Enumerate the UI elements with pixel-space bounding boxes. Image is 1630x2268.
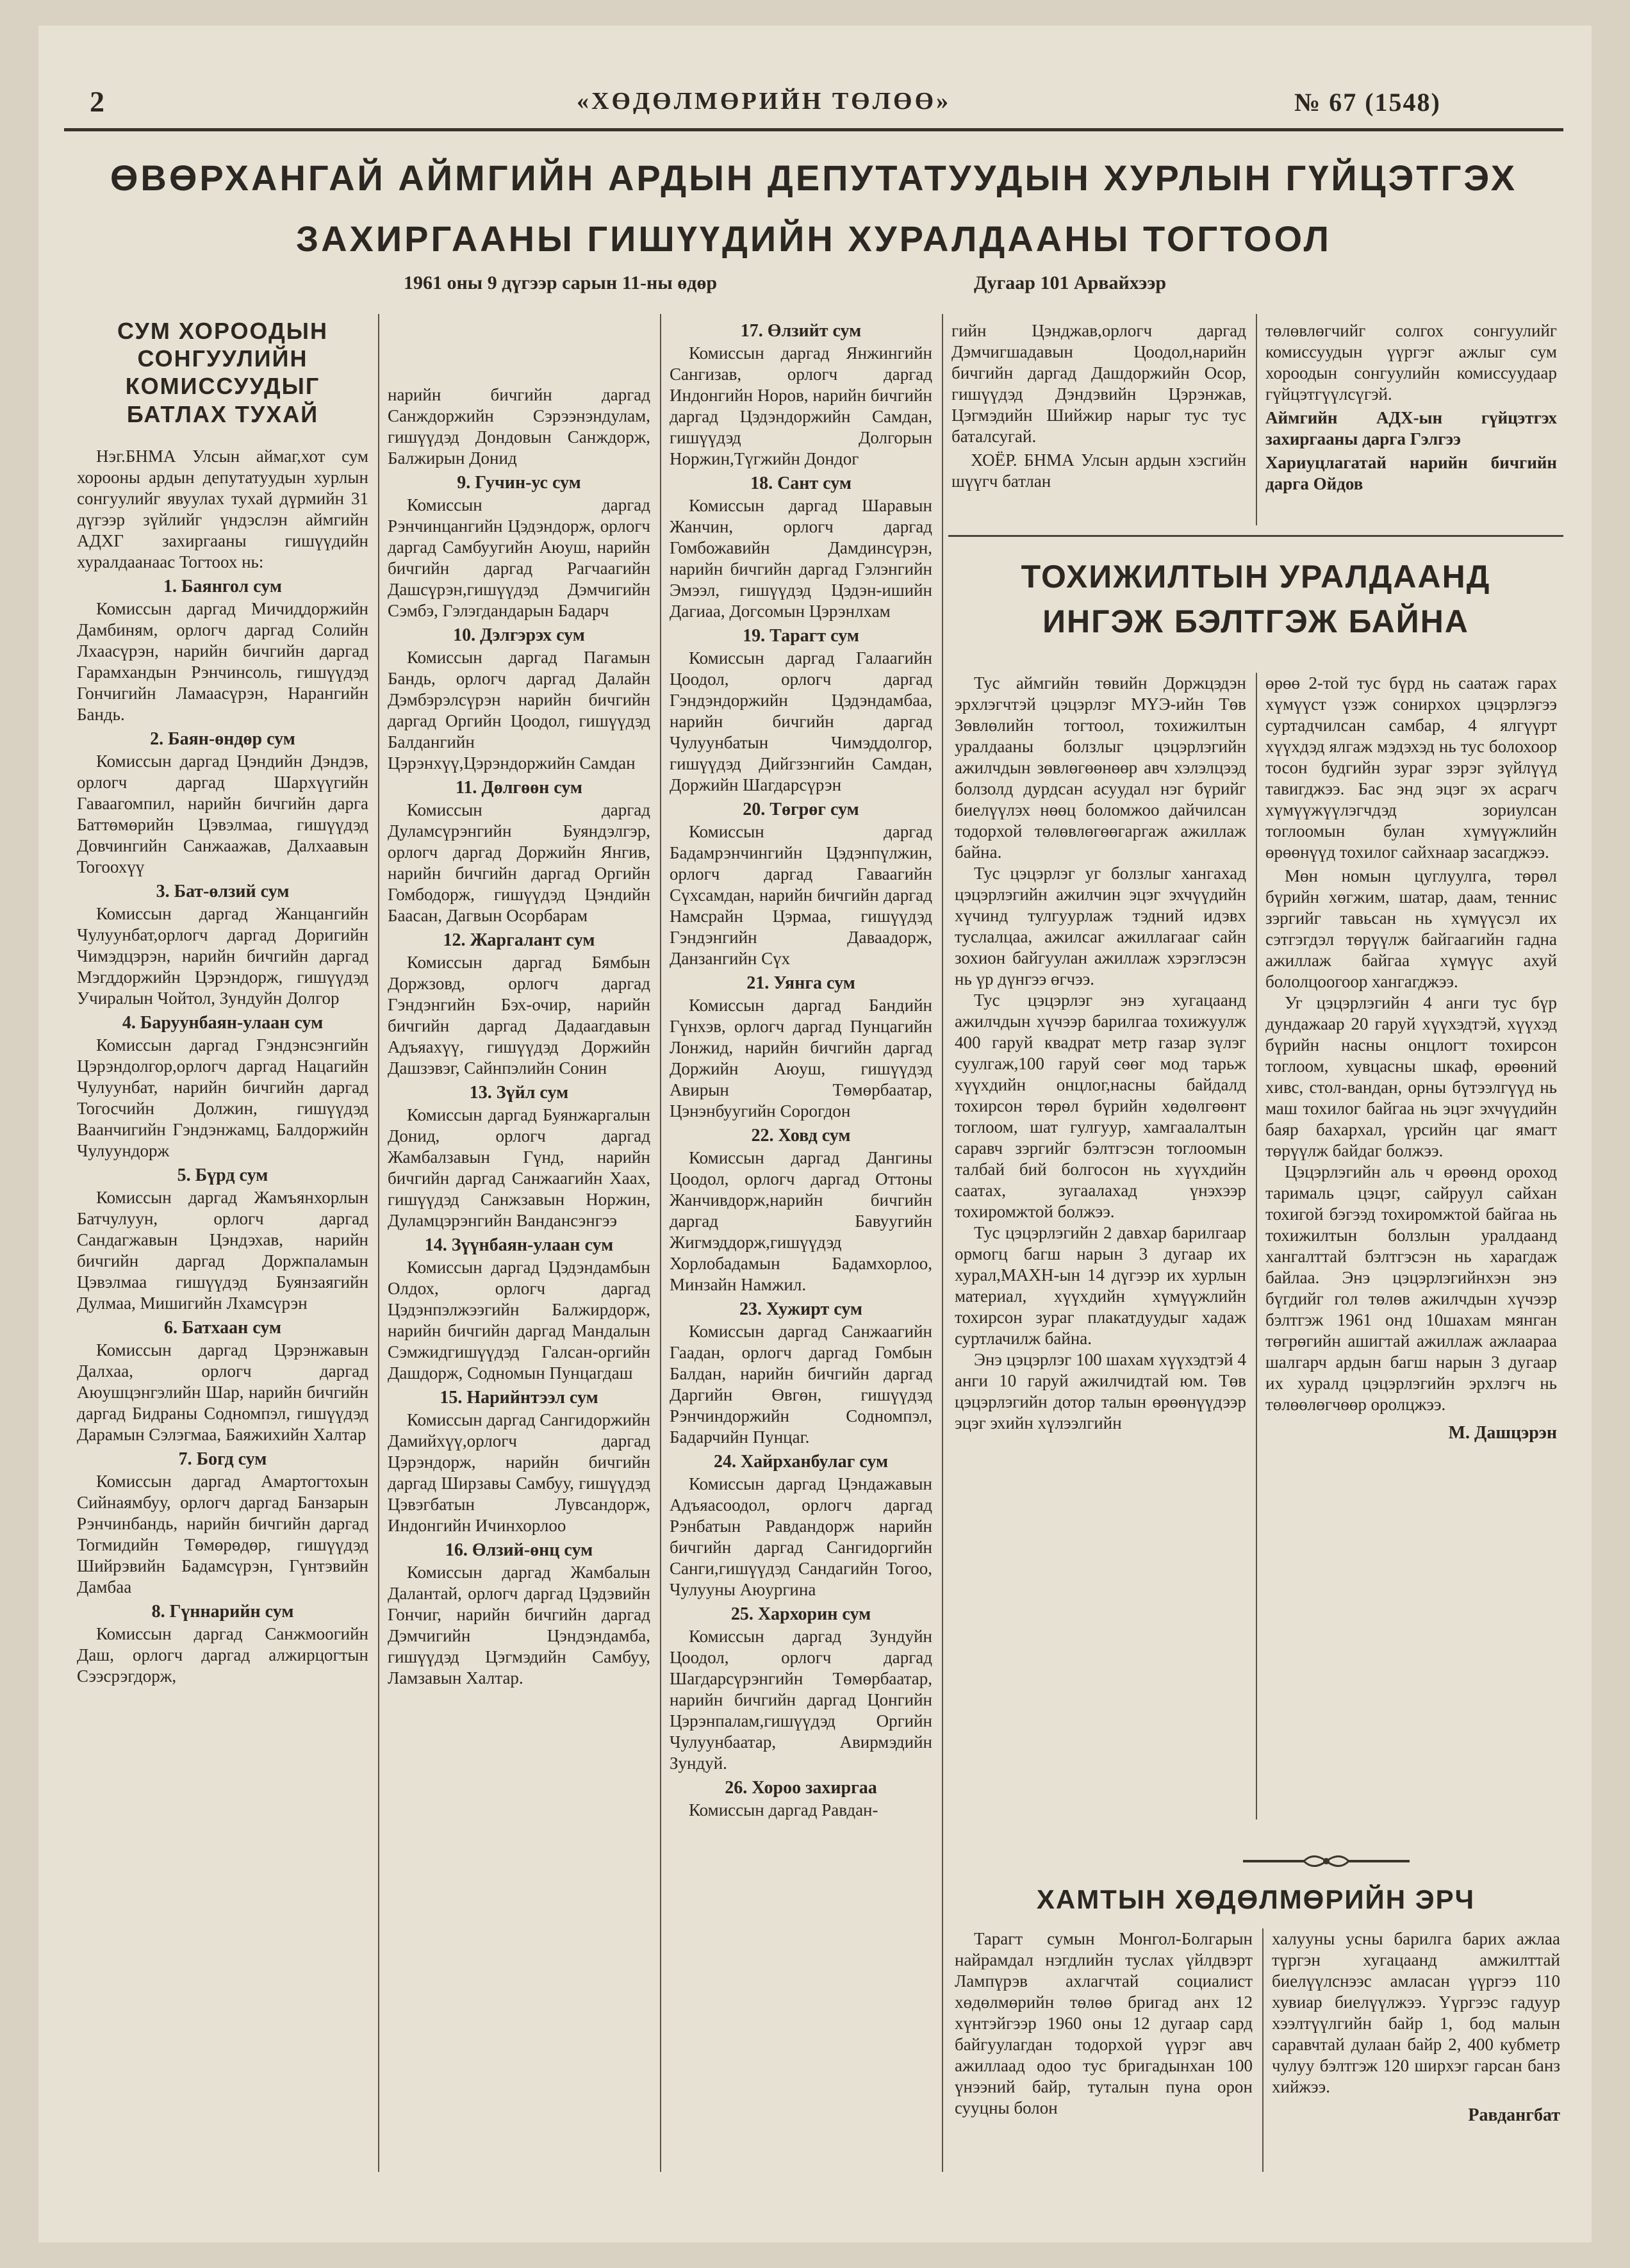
sum-block: [388, 1235, 650, 1384]
column-divider: [1262, 1928, 1264, 2172]
commission-column-4: [951, 320, 1246, 525]
sum-block: [77, 1013, 368, 1162]
sum-text: Комиссын даргад Дуламсүрэнгийн Буяндэлгэр, орлогч даргад Доржийн Янгив, нарийн бичгийн даргад Оргийн Гомбодорж, гишүүдэд Цэндийн Баасан, Дагвын Осорбарам: [388, 800, 650, 925]
resolution-number: Дугаар 101 Арвайхээр: [974, 272, 1166, 293]
sum-text: Комиссын даргад Буянжаргалын Донид, орлогч даргад Жамбалзавын Гүнд, нарийн бичгийн даргад Санжаагийн Хаах, гишүүдэд Санжзавын Норжин, Дуламцэрэнгийн Вандансэнгээ: [388, 1105, 650, 1230]
commission-closing: төлөвлөгчийг солгох сонгуулийг комиссуудын үүргэг ажлыг сум хороодын сонгуулийн комиссуудаар гүйцэтгүүлсүгэй.: [1265, 321, 1557, 404]
sum-title: 12. Жаргалант сум: [443, 930, 595, 950]
commission-column-1: [77, 317, 368, 2214]
sum-block: [77, 577, 368, 725]
sum-text: Комиссын даргад Пагамын Бандь, орлогч даргад Далайн Дэмбэрэлсүрэн нарийн бичгийн даргад Оргийн Цоодол, гишүүдэд Балдангийн Цэрэнхүү,Цэрэндоржийн Самдан: [388, 648, 650, 773]
sum-title: 26. Хороо захиргаа: [725, 1778, 877, 1798]
sum-title: 11. Дөлгөөн сум: [455, 778, 583, 798]
sum-text: Комиссын даргад Мичиддоржийн Дамбиням, орлогч даргад Солийн Лхаасүрэн, нарийн бичгийн даргад Гарамхандын Рэнчинсоль, гишүүдэд Гончигийн Ламаасүрэн, Нарангийн Бандь.: [77, 598, 368, 724]
sum-block: [670, 626, 932, 796]
sum-title: 21. Уянга сум: [746, 973, 855, 993]
sum-block: [670, 1778, 932, 1821]
sum-text: Комиссын даргад Зундуйн Цоодол, орлогч даргад Шагдарсүрэнгийн Төмөрбаатар, нарийн бичгийн даргад Цонгийн Цэрэнпалам,гишүүдэд Оргийн Чулуунбаатар, Авирмэдийн Зундуй.: [670, 1627, 932, 1773]
sum-title: 4. Баруунбаян-улаан сум: [122, 1012, 324, 1033]
column-divider: [942, 314, 943, 2172]
sum-text: Комиссын даргад Бямбын Доржзовд, орлогч даргад Гэндэнгийн Бэх-очир, нарийн бичгийн даргад Дадаагдавын Адъяахүү, гишүүдэд Доржийн Дашзэвэг, Сайнпэлийн Сонин: [388, 953, 650, 1078]
contest-author: М. Дашцэрэн: [1448, 1423, 1557, 1443]
contest-paragraph: Мөн номын цуглуулга, төрөл бүрийн хөгжим, шатар, даам, теннис зэргийг тавьсан нь хүмүүсэл их сэтгэгдэл төрүүлж байгаагийн гадна ажиллаж байгаа хүмүүс ахуй бололцоогоор хангагджээ.: [1265, 866, 1557, 991]
sum-text: Комиссын даргад Шаравын Жанчин, орлогч даргад Гомбожавийн Дамдинсүрэн, нарийн бичгийн даргад Гэлэнгийн Эмээл, гишүүдэд Цэдэн-ишийн Дагиаа, Догсомын Цэрэнлхам: [670, 496, 932, 621]
commission-column-2: [388, 384, 650, 2217]
brigade-paragraph: халууны усны барилга барих ажлаа түргэн хугацаанд амжилттай биелүүлснээс амласан үүргээ 110 хувиар биелүүлжээ. Үүргээс гадуур хээлтүүлгийн байр 1, бод малын саравчтай дулаан байр 2, 400 кубметр чулуу бэлтгэж 120 ширхэг гарсан банз хийжээ.: [1272, 1929, 1560, 2096]
column-divider: [1256, 314, 1257, 525]
commission-heading: СУМ ХОРООДЫН СОНГУУЛИЙН КОМИССУУДЫГ БАТЛАХ ТУХАЙ: [117, 318, 328, 427]
sum-block: [77, 729, 368, 878]
resolution-title-line2: ЗАХИРГААНЫ ГИШҮҮДИЙН ХУРАЛДААНЫ ТОГТООЛ: [296, 218, 1331, 259]
brigade-paragraph: Тарагт сумын Монгол-Болгарын найрамдал нэгдлийн туслах үйлдвэрт Лампүрэв ахлагчтай социалист хөдөлмөрийн төлөө бригад анх 12 хүнтэйгээр 1960 оны 12 дугаар сард байгуулагдан тодорхой үүрэг авч ажиллаад одоо тус бригадынхан 100 үнээний байр, туталын пуна орон сууцны болон: [955, 1929, 1253, 2117]
sum-title: 14. Зүүнбаян-улаан сум: [424, 1235, 614, 1255]
brigade-author: Равдангбат: [1468, 2105, 1560, 2125]
contest-paragraph: Цэцэрлэгийн аль ч өрөөнд ороход тарималь цэцэг, сайруул сайхан тохигой бэгээд тохиромжтой байгаа нь тохижилтын болзлын уралдаанд хангалттай бэлтгэсэн нь харагдаж байлаа. Энэ цэцэрлэгийнхэн энэ бүгдийг гол төлөв ажилчдын хүчээр бэлтгэж 1961 онд 10шахам мянган төгрөгийн ашигтай ажиллаж ажлаараа шалгарч ардын багш нарын 3 дугаар их хуралд цэцэрлэгийн эрхлэгч нь төлөөлөгчөөр оролцжээ.: [1265, 1162, 1557, 1414]
sum-text: Комиссын даргад Сангидоржийн Дамийхүү,орлогч даргад Цэрэндорж, нарийн бичгийн даргад Ширзавы Самбуу, гишүүдэд Цэвэгбатын Лувсандорж, Индонгийн Ичинхорлоо: [388, 1410, 650, 1535]
sum-block: [77, 882, 368, 1009]
sum-text: Комиссын даргад Янжингийн Сангизав, орлогч даргад Индонгийн Норов, нарийн бичгийн даргад Цэдэндоржийн Самдан, гишүүдэд Долгорын Норжин,Түгжийн Дондог: [670, 343, 932, 468]
commission-column-3: [670, 317, 932, 2214]
column-divider: [378, 314, 379, 2172]
sum-title: 16. Өлзий-өнц сум: [445, 1540, 593, 1560]
sum-block: [388, 473, 650, 621]
newspaper-name: «ХӨДӨЛМӨРИЙН ТӨЛӨӨ»: [577, 88, 951, 115]
sum-text: Комиссын даргад Цэрэнжавын Далхаа, орлогч даргад Аюушцэнгэлийн Шар, нарийн бичгийн даргад Бидраны Содномпэл, гишүүдэд Дарамын Сэлэгмаа, Баяжихийн Халтар: [77, 1340, 368, 1444]
sum-text: Комиссын даргад Гэндэнсэнгийн Цэрэндолгор,орлогч даргад Нацагийн Чулуунбат, нарийн бичгийн даргад Тогосчийн Должин, гишүүдэд Ваанчигийн Гэндэнжамц, Балдоржийн Чулуундорж: [77, 1035, 368, 1160]
contest-column-left: [955, 673, 1246, 1826]
sum-block: [77, 1449, 368, 1598]
contest-paragraph: өрөө 2-той тус бүрд нь саатаж гарах хүмүүст үзэж сонирхох цэцэрлэгээ суртадчилсан самбар, 4 ялгүүрт хүүхдэд ялгаж мэдэхэд нь тус болохоор тосон будгийн зураг зэрэг зүйлүүд тавигджээ. Бас энд эцэг эх асрагч хүмүүжүүлэгчдэд зориулсан тоглоомын булан хүмүүжлийн өрөөнүүд тохилог сайхнаар засагджээ.: [1265, 673, 1557, 862]
sum-block: [670, 973, 932, 1122]
resolution-date: 1961 оны 9 дүгээр сарын 11-ны өдөр: [404, 272, 718, 293]
contest-paragraph: Энэ цэцэрлэг 100 шахам хүүхэдтэй 4 анги 10 гаруй ажилчидтай юм. Төв цэцэрлэгийн дотор талын өрөөнүүдээр эцэг эхийн хүлээлгийн: [955, 1350, 1246, 1433]
sum-title: 5. Бүрд сум: [177, 1165, 268, 1185]
sum-text: Комиссын даргад Амартогтохын Сийнаямбуу, орлогч даргад Банзарын Рэнчинбандь, нарийн бичгийн даргад Тогмидийн Төмөрөдөр, гишүүдэд Шийрэвийн Бадамсүрэн, Гүнтэвийн Дамбаа: [77, 1471, 368, 1597]
contest-paragraph: Тус цэцэрлэг энэ хугацаанд ажилчдын хүчээр барилгаа тохижуулж 400 гаруй квадрат метр газар зүлэг суулгаж,100 гаруй сөөг мод тарьж хүүхдийн онцлог,насны байдалд тохирсон төрөл бүрийн хөдөлгөөнт тоглоом, шат гулгуур, хамгаалалтын саравч зэргийг бэлтгэсэн тоглоомын талбай бий болгосон нь хүүхдийн саатах, зугаалахад үнэхээр тохиромжтой болжээ.: [955, 990, 1246, 1221]
sum-block: [670, 1604, 932, 1774]
resolution-title-line1: ӨВӨРХАНГАЙ АЙМГИЙН АРДЫН ДЕПУТАТУУДЫН ХУРЛЫН ГҮЙЦЭТГЭХ: [110, 158, 1518, 198]
sum-block: [388, 1540, 650, 1689]
commission-column-5: [1265, 320, 1557, 532]
page-number: 2: [90, 85, 106, 118]
sum-text: Комиссын даргад Санжаагийн Гаадан, орлогч даргад Гомбын Балдан, нарийн бичгийн даргад Даргийн Өвгөн, гишүүдэд Рэнчиндоржийн Содномпэл, Бадарчийн Пунцаг.: [670, 1322, 932, 1447]
column-divider: [1256, 673, 1257, 1820]
sum-block: [388, 625, 650, 774]
contest-paragraph: Уг цэцэрлэгийн 4 анги тус бүр дундажаар 20 гаруй хүүхэдтэй, хүүхэд бүрийн насны онцлогт тохирсон тоглоом, хувцасны шкаф, өрөөний хивс, стол-вандан, орны бүтээлгүүд нь маш тохилог байгаа нь эцэг эхчүүдийн баяр бахархал, үрсийн цаг ямагт төрүүлж байдаг болжээ.: [1265, 993, 1557, 1160]
sum-block: [388, 1388, 650, 1536]
brigade-column-left: [955, 1928, 1253, 2198]
sum-title: 10. Дэлгэрэх сум: [453, 625, 585, 645]
sum-text: Комиссын даргад Бадамрэнчингийн Цэдэнпүлжин, орлогч даргад Гаваагийн Сүхсамдан, нарийн бичгийн даргад Намсрайн Цэрмаа, гишүүдэд Гэндэнгийн Даваадорж, Данзангийн Сүх: [670, 822, 932, 968]
sum-title: 8. Гүннарийн сум: [151, 1601, 294, 1622]
sum-block: [388, 778, 650, 926]
commission-intro: Нэг.БНМА Улсын аймаг,хот сум хорооны ардын депутатуудын хурлын сонгуулийг явуулах тухай дүрмийн 31 дүгээр зүйлийг үндэслэн аймгийн АДХГ захиргааны гишүүдийн хуралдаанаас Тогтоох нь:: [77, 446, 368, 571]
sum-block: [388, 1083, 650, 1231]
sum-title: 23. Хужирт сум: [739, 1299, 862, 1319]
sum-title: 25. Хархорин сум: [730, 1604, 871, 1624]
commission-continuation: гийн Цэнджав,орлогч даргад Дэмчигшадавын Цоодол,нарийн бичгийн даргад Дашдоржийн Осор, гишүүдэд Дэндэвийн Цэрэнжав, Цэгмэдийн Шийжир нарыг тус тус баталсугай.: [951, 321, 1246, 446]
newspaper-page: [38, 26, 1592, 2242]
sum-text: Комиссын даргад Цэндийн Дэндэв, орлогч даргад Шархүүгийн Гаваагомпил, нарийн бичгийн дарга Баттөмөрийн Цэвэлмаа, гишүүдэд Довчингийн Санжаажав, Далхаавын Тогоохүү: [77, 751, 368, 876]
column-divider: [660, 314, 661, 2172]
sum-title: 6. Батхаан сум: [163, 1317, 282, 1338]
sum-title: 15. Нарийнтээл сум: [440, 1388, 598, 1408]
sum-title: 18. Сант сум: [750, 473, 852, 493]
sum-title: 7. Богд сум: [178, 1449, 267, 1469]
issue-number: № 67 (1548): [1294, 88, 1441, 117]
commission-signatory-chairman: Аймгийн АДХ-ын гүйцэтгэх захиргааны дарга Гэлгээ: [1265, 408, 1557, 448]
sum-block: [670, 800, 932, 969]
commission-item-two: ХОЁР. БНМА Улсын ардын хэсгийн шүүгч батлан: [951, 450, 1246, 491]
sum-text: Комиссын даргад Жанцангийн Чулуунбат,орлогч даргад Доригийн Чимэдцэрэн, нарийн бичгийн даргад Мэгддоржийн Цэрэндорж, гишүүдэд Учиралын Чойтол, Зундуйн Долгор: [77, 903, 368, 1008]
sum-title: 17. Өлзийт сум: [740, 321, 862, 341]
sum-title: 2. Баян-өндөр сум: [150, 728, 295, 749]
sum-title: 19. Тарагт сум: [743, 626, 859, 646]
sum-block: [670, 321, 932, 470]
sum-text: Комиссын даргад Равдан-: [689, 1800, 878, 1820]
brigade-heading: ХАМТЫН ХӨДӨЛМӨРИЙН ЭРЧ: [1036, 1884, 1476, 1914]
sum-block: [388, 930, 650, 1079]
sum-text: нарийн бичгийн даргад Санждоржийн Сэрээнэндулам, гишүүдэд Дондовын Санждорж, Балжирын Донид: [388, 385, 650, 468]
brigade-column-right: [1272, 1928, 1560, 2210]
contest-heading-line1: ТОХИЖИЛТЫН УРАЛДААНД: [1021, 559, 1491, 595]
contest-column-right: [1265, 673, 1557, 1845]
sum-title: 22. Ховд сум: [751, 1126, 851, 1146]
sum-block: [77, 1602, 368, 1687]
sum-title: 20. Төгрөг сум: [743, 800, 859, 819]
sum-text: Комиссын даргад Жамъянхорлын Батчулуун, орлогч даргад Сандагжавын Цэндэхав, нарийн бичгийн даргад Доржпаламын Цэвэлмаа гишүүдэд Буянзаягийн Дулмаа, Мишигийн Лхамсүрэн: [77, 1187, 368, 1313]
masthead-rule: [64, 128, 1563, 131]
contest-paragraph: Тус цэцэрлэгийн 2 давхар барилгаар ормогц багш нарын 3 дугаар их хурал,МАХН-ын 14 дүгээр их хурлын материал, хүүхдийн хүмүүжлийн тохирсон зураг плакатдуудыг хадаж суртлачилж байна.: [955, 1223, 1246, 1348]
sum-block: [670, 1126, 932, 1295]
sum-text: Комиссын даргад Бандийн Гүнхэв, орлогч даргад Пунцагийн Лонжид, нарийн бичгийн даргад Доржийн Аюуш, гишүүдэд Авирын Төмөрбаатар, Цэнэнбуугийн Сорогдон: [670, 996, 932, 1121]
sum-block: [670, 1299, 932, 1448]
contest-paragraph: Тус цэцэрлэг уг болзлыг хангахад цэцэрлэгийн ажилчин эцэг эхчүүдийн хүчинд тулгуурлаж тэдний идэвх туслалцаа, ажилсаг ажиллагааг сайн зохион байгуулан ажиллаж хэрэглэсэн нь үр дүнгээ өгчээ.: [955, 864, 1246, 989]
ornament-divider-icon: [1243, 1848, 1410, 1874]
sum-block: [670, 1452, 932, 1600]
article-divider: [948, 535, 1563, 537]
sum-block: [670, 473, 932, 622]
contest-paragraph: Тус аймгийн төвийн Доржцэдэн эрхлэгчтэй цэцэрлэг МҮЭ-ийн Төв Зөвлөлийн тогтоол, тохижилтын уралдааны болзлыг цэцэрлэгийн ажилчдын зөвлөгөөнөөр авч хэлэлцээд болзолд дурдсан асуудал нэг бүрийг биелүүлэх нөөц боломжоо дайчилсан тодорхой төлөвлөгөөгаргаж ажиллаж байна.: [955, 673, 1246, 862]
sum-text: Комиссын даргад Цэдэндамбын Олдох, орлогч даргад Цэдэнпэлжээгийн Балжирдорж, нарийн бичгийн даргад Мандалын Сэмжидгишүүдэд Галсан-оргийн Дашдорж, Содномын Пунцагдаш: [388, 1258, 650, 1383]
commission-signatory-secretary: Хариуцлагатай нарийн бичгийн дарга Ойдов: [1265, 453, 1557, 493]
sum-title: 3. Бат-өлзий сум: [156, 881, 290, 901]
sum-text: Комиссын даргад Санжмоогийн Даш, орлогч даргад алжирцогтын Сээсрэгдорж,: [77, 1623, 368, 1686]
sum-block: [77, 1165, 368, 1314]
sum-title: 13. Зүйл сум: [469, 1083, 569, 1103]
sum-block: [77, 1318, 368, 1445]
sum-title: 1. Баянгол сум: [163, 576, 282, 596]
sum-text: Комиссын даргад Рэнчинцангийн Цэдэндорж, орлогч даргад Самбуугийн Аюуш, нарийн бичгийн даргад Рагчаагийн Дашсүрэн,гишүүдэд Дэмчигийн Сэмбэ, Гэлэгдандарын Бадарч: [388, 495, 650, 620]
sum-text: Комиссын даргад Жамбалын Далантай, орлогч даргад Цэдэвийн Гончиг, нарийн бичгийн даргад Дэмчигийн Цэндэндамба, гишүүдэд Цэгмэдийн Самбуу, Ламзавын Халтар.: [388, 1563, 650, 1688]
sum-title: 24. Хайрханбулаг сум: [713, 1452, 889, 1472]
sum-text: Комиссын даргад Цэндажавын Адъяасоодол, орлогч даргад Рэнбатын Равдандорж нарийн бичгийн даргад Сангидоргийн Санги,гишүүдэд Сандагийн Тогоо, Чулууны Аюургина: [670, 1474, 932, 1599]
sum-title: 9. Гучин-ус сум: [457, 473, 581, 493]
sum-text: Комиссын даргад Дангины Цоодол, орлогч даргад Оттоны Жанчивдорж,нарийн бичгийн даргад Бавуугийн Жигмэддорж,гишүүдэд Хорлобадамын Бадамхорлоо, Минзайн Намжил.: [670, 1148, 932, 1294]
sum-text: Комиссын даргад Галаагийн Цоодол, орлогч даргад Гэндэндоржийн Цэдэндамбаа, нарийн бичгийн даргад Чулуунбатын Чимэддолгор, гишүүдэд Дийгзэнгийн Самдан, Доржийн Шагдарсүрэн: [670, 648, 932, 794]
contest-heading-line2: ИНГЭЖ БЭЛТГЭЖ БАЙНА: [1042, 604, 1469, 639]
